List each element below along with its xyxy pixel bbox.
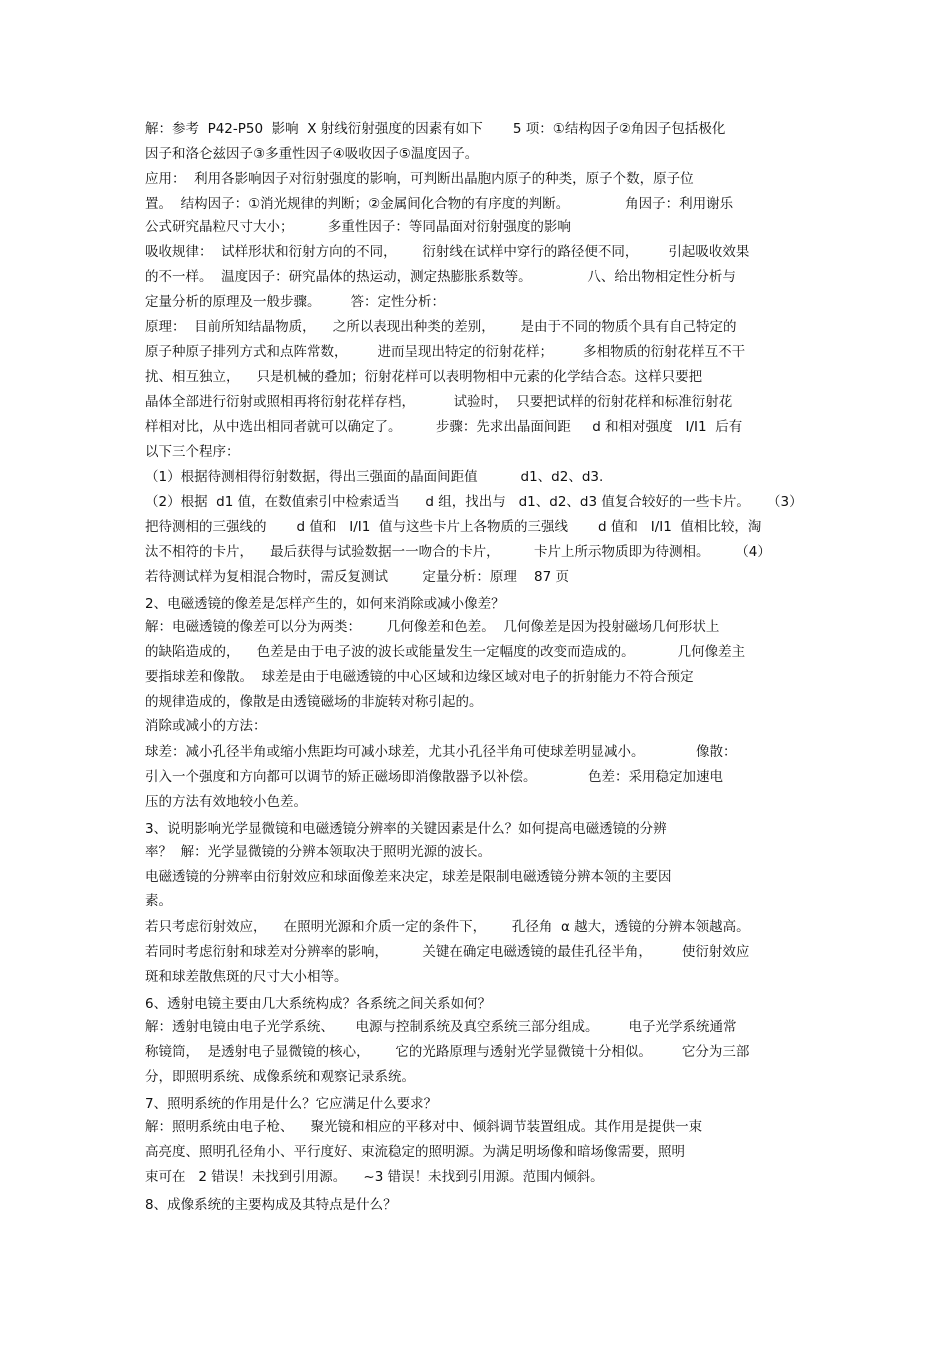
section-heading: 7、照明系统的作用是什么？它应满足什么要求？ bbox=[145, 1096, 438, 1112]
text-line: 扰、相互独立， 只是机械的叠加；衍射花样可以表明物相中元素的化学结合态。这样只要把 bbox=[145, 369, 703, 385]
text-line: 若同时考虑衍射和球差对分辨率的影响， 关键在确定电磁透镜的最佳孔径半角， 使衍射效应 bbox=[145, 944, 750, 960]
text-line: 汰不相符的卡片， 最后获得与试验数据一一吻合的卡片， 卡片上所示物质即为待测相。 （4） bbox=[145, 544, 771, 560]
text-line: 吸收规律： 试样形状和衍射方向的不同， 衍射线在试样中穿行的路径便不同， 引起吸收效果 bbox=[145, 244, 750, 260]
text-line: 以下三个程序： bbox=[145, 444, 240, 460]
text-line: 若待测试样为复相混合物时，需反复测试 定量分析：原理 87 页 bbox=[145, 569, 569, 585]
text-line: 的规律造成的，像散是由透镜磁场的非旋转对称引起的。 bbox=[145, 694, 483, 710]
text-line: 高亮度、照明孔径角小、平行度好、束流稳定的照明源。为满足明场像和暗场像需要，照明 bbox=[145, 1144, 685, 1160]
section-heading: 2、电磁透镜的像差是怎样产生的，如何来消除或减小像差？ bbox=[145, 596, 505, 612]
text-line: 的缺陷造成的， 色差是由于电子波的波长或能量发生一定幅度的改变而造成的。 几何像差主 bbox=[145, 644, 746, 660]
text-line: 电磁透镜的分辨率由衍射效应和球面像差来决定，球差是限制电磁透镜分辨本领的主要因 bbox=[145, 869, 672, 885]
text-line: 样相对比，从中选出相同者就可以确定了。 步骤：先求出晶面间距 d 和相对强度 I/I1 后有 bbox=[145, 419, 743, 435]
text-line: 公式研究晶粒尺寸大小； 多重性因子：等同晶面对衍射强度的影响 bbox=[145, 219, 571, 235]
text-line: 素。 bbox=[145, 893, 172, 909]
text-line: 消除或减小的方法： bbox=[145, 718, 267, 734]
text-line: 解：电磁透镜的像差可以分为两类： 几何像差和色差。 几何像差是因为投射磁场几何形状上 bbox=[145, 619, 720, 635]
text-line: 晶体全部进行衍射或照相再将衍射花样存档， 试验时， 只要把试样的衍射花样和标准衍射花 bbox=[145, 394, 733, 410]
text-line: （2）根据 d1 值，在数值索引中检索适当 d 组，找出与 d1、d2、d3 值复合较好的一些卡片。 （3） bbox=[145, 494, 803, 510]
text-line: 球差：减小孔径半角或缩小焦距均可减小球差，尤其小孔径半角可使球差明显减小。 像散： bbox=[145, 744, 737, 760]
section-heading: 6、透射电镜主要由几大系统构成？各系统之间关系如何？ bbox=[145, 996, 492, 1012]
text-line: 解：照明系统由电子枪、 聚光镜和相应的平移对中、倾斜调节装置组成。其作用是提供一束 bbox=[145, 1119, 703, 1135]
text-line: 斑和球差散焦斑的尺寸大小相等。 bbox=[145, 969, 348, 985]
text-line: 称镜筒， 是透射电子显微镜的核心， 它的光路原理与透射光学显微镜十分相似。 它分为三部 bbox=[145, 1044, 750, 1060]
text-line: 原理： 目前所知结晶物质， 之所以表现出种类的差别， 是由于不同的物质个具有自己特定的 bbox=[145, 319, 737, 335]
section-heading: 8、成像系统的主要构成及其特点是什么？ bbox=[145, 1197, 397, 1213]
text-line: 引入一个强度和方向都可以调节的矫正磁场即消像散器予以补偿。 色差：采用稳定加速电 bbox=[145, 769, 723, 785]
text-line: 解：参考 P42-P50 影响 X 射线衍射强度的因素有如下 5 项：①结构因子②角因子包括极化 bbox=[145, 121, 726, 137]
text-line: 应用： 利用各影响因子对衍射强度的影响，可判断出晶胞内原子的种类，原子个数，原子位 bbox=[145, 171, 694, 187]
text-line: 定量分析的原理及一般步骤。 答：定性分析： bbox=[145, 294, 446, 310]
text-line: 分，即照明系统、成像系统和观察记录系统。 bbox=[145, 1069, 415, 1085]
text-line: 解：透射电镜由电子光学系统、 电源与控制系统及真空系统三部分组成。 电子光学系统通常 bbox=[145, 1019, 737, 1035]
text-line: 的不一样。 温度因子：研究晶体的热运动，测定热膨胀系数等。 八、给出物相定性分析与 bbox=[145, 269, 736, 285]
text-line: 置。 结构因子：①消光规律的判断；②金属间化合物的有序度的判断。 角因子：利用谢乐 bbox=[145, 196, 734, 212]
section-heading: 3、说明影响光学显微镜和电磁透镜分辨率的关键因素是什么？如何提高电磁透镜的分辨 bbox=[145, 821, 667, 837]
text-line: 压的方法有效地较小色差。 bbox=[145, 794, 307, 810]
text-line: 束可在 2 错误！未找到引用源。 ~3 错误！未找到引用源。范围内倾斜。 bbox=[145, 1169, 604, 1185]
text-line: 原子种原子排列方式和点阵常数， 进而呈现出特定的衍射花样； 多相物质的衍射花样互不干 bbox=[145, 344, 746, 360]
text-line: 若只考虑衍射效应， 在照明光源和介质一定的条件下， 孔径角 α 越大，透镜的分辨本领越高。 bbox=[145, 919, 750, 935]
text-line: 因子和洛仑兹因子③多重性因子④吸收因子⑤温度因子。 bbox=[145, 146, 479, 162]
text-line: 把待测相的三强线的 d 值和 I/I1 值与这些卡片上各物质的三强线 d 值和 I/I1 值相比较，淘 bbox=[145, 519, 762, 535]
text-line: 要指球差和像散。 球差是由于电磁透镜的中心区域和边缘区域对电子的折射能力不符合预定 bbox=[145, 669, 694, 685]
text-line: （1）根据待测相得衍射数据，得出三强面的晶面间距值 d1、d2、d3. bbox=[145, 469, 604, 485]
text-line: 率？ 解：光学显微镜的分辨本领取决于照明光源的波长。 bbox=[145, 844, 492, 860]
